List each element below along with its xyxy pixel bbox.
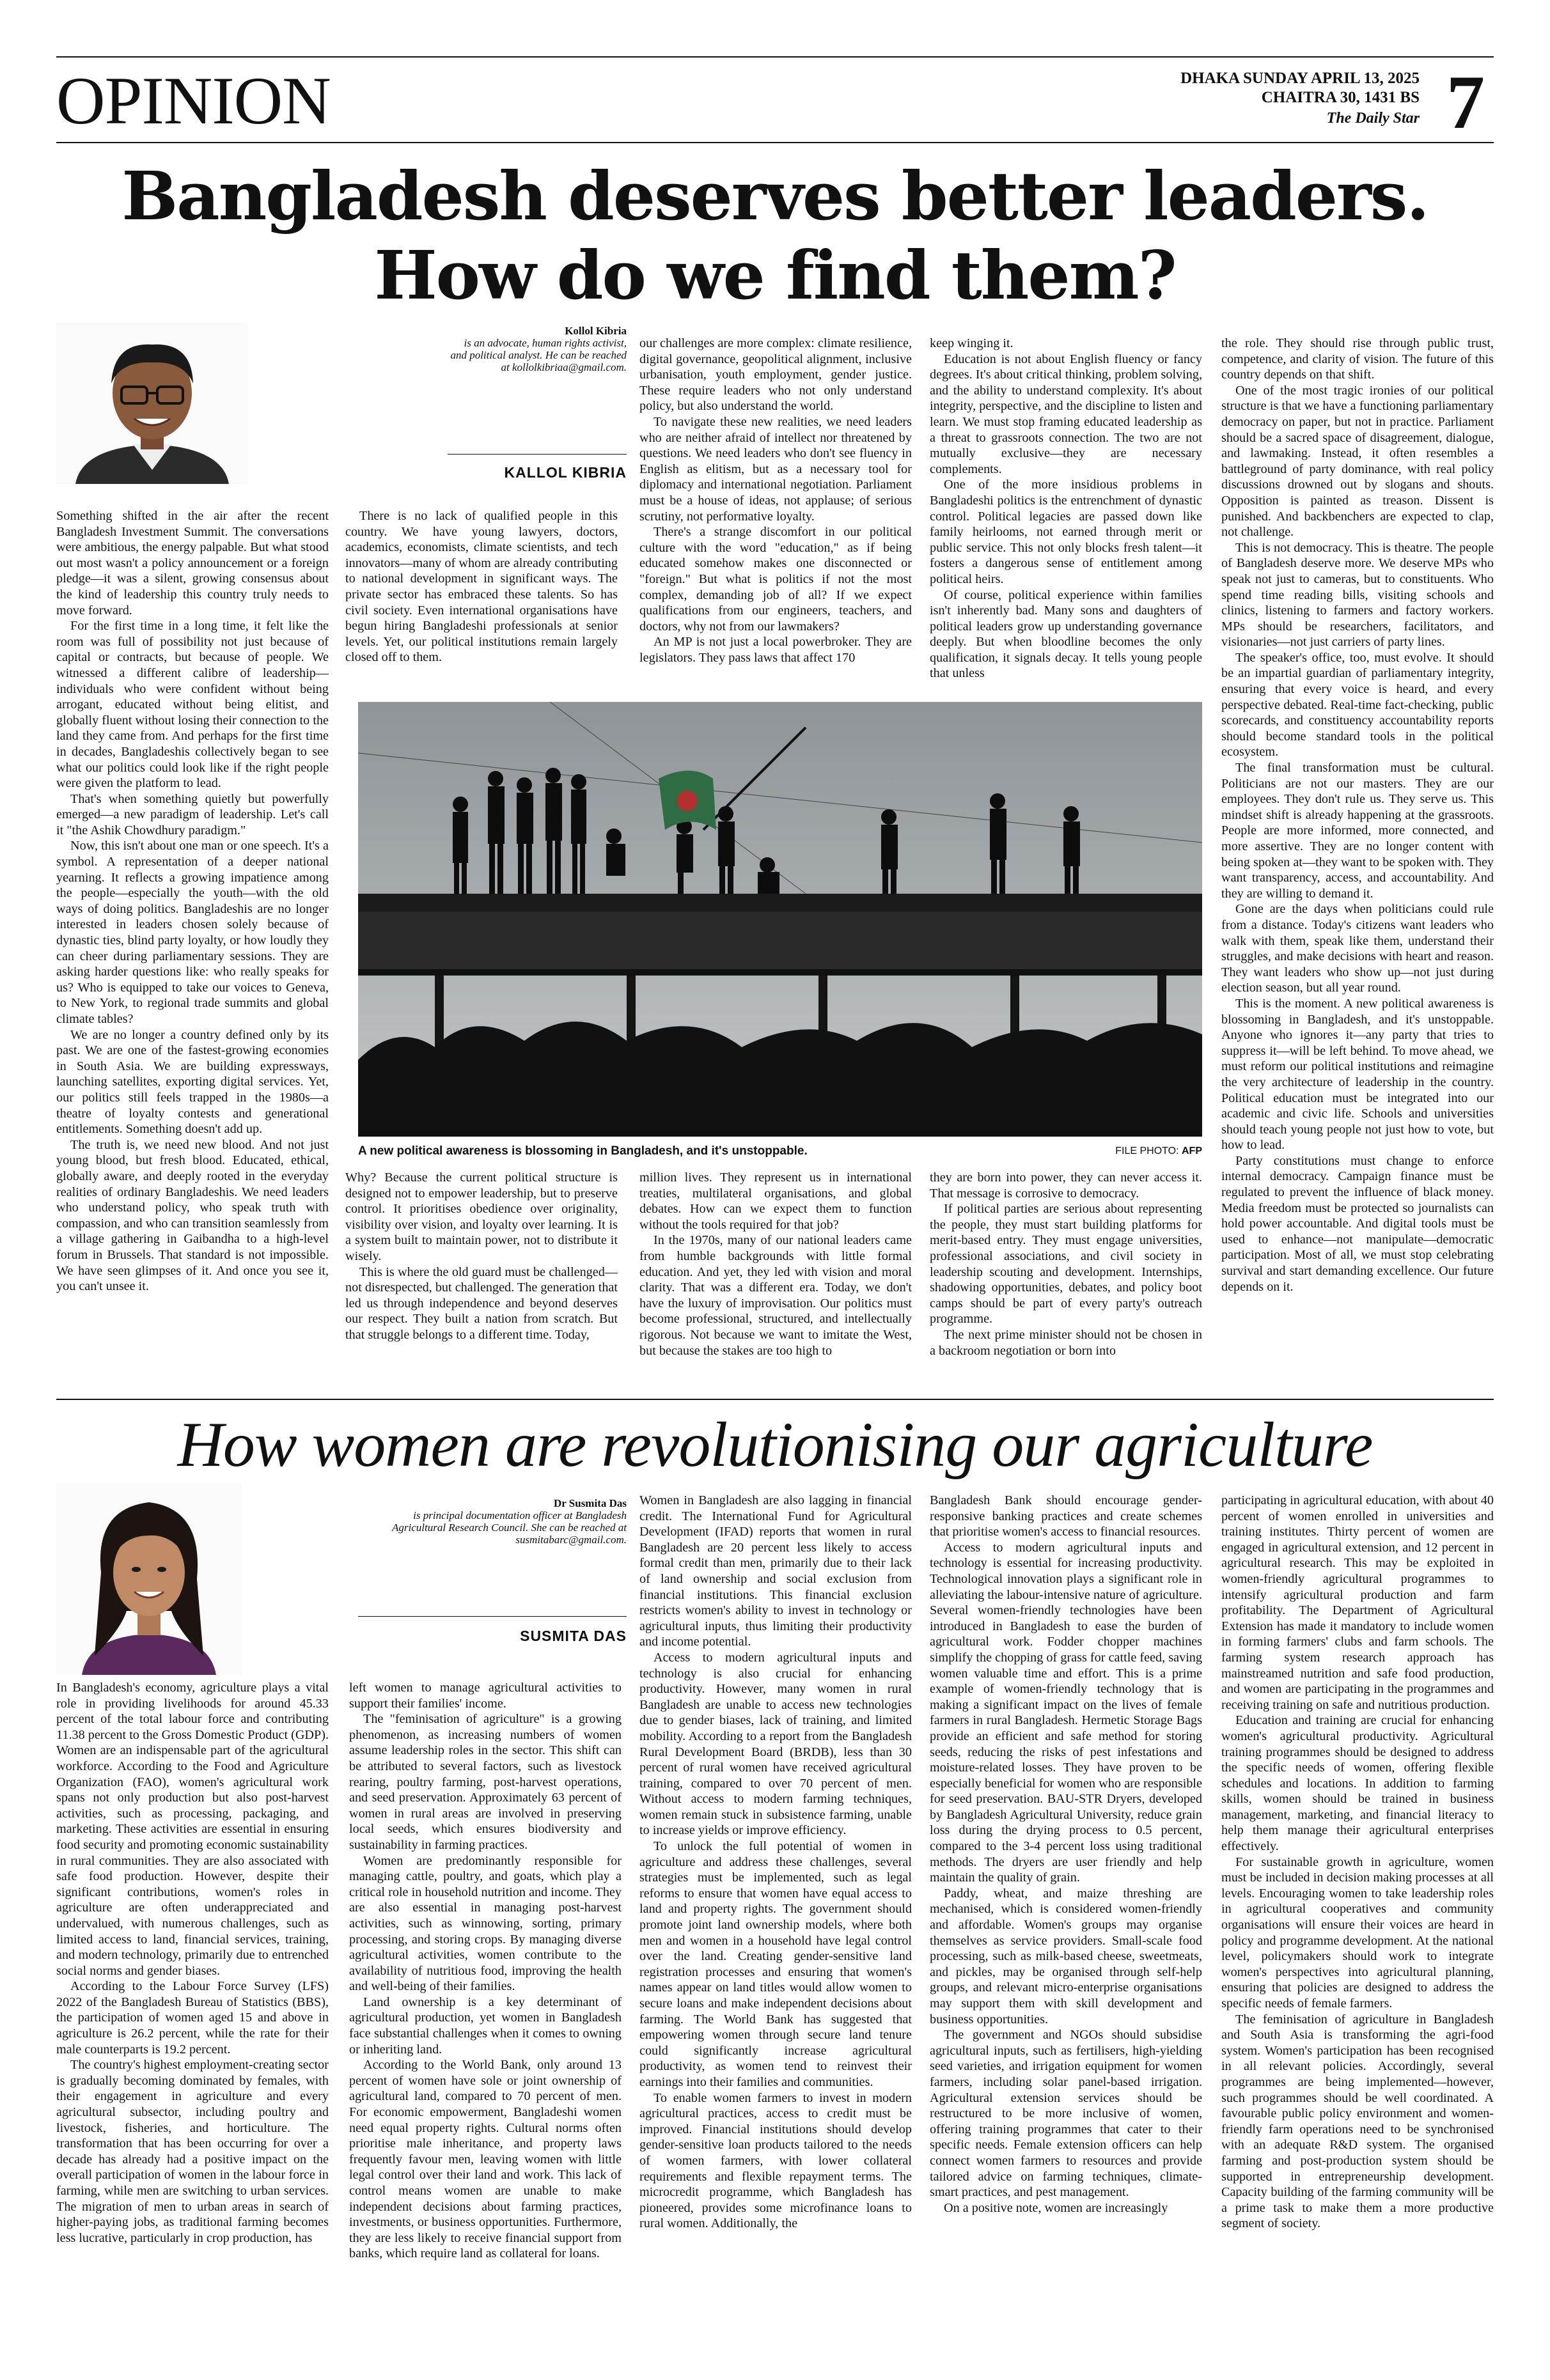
photo-credit-label: FILE PHOTO:: [1115, 1146, 1179, 1156]
article2-paragraph: Bangladesh Bank should encourage gender-responsive banking practices and create schemes that prioritise women's access to financial resources.: [930, 1493, 1202, 1539]
article1-paragraph: In the 1970s, many of our national leaders came from humble backgrounds with little formal education. And yet, they led with vision and moral clarity. That was a different era. Today, we don't have the luxury of improvisation. Our politics must become professional, structured, and intellectually rigorous. Not because we want to imitate the West, but because the stakes are too high to: [639, 1233, 912, 1358]
article2-paragraph: Education and training are crucial for enhancing women's agricultural productivity. Agricultural training programmes should be designed to address the specific needs of women, offering flexible schedules and locations. In addition to farming skills, women should be trained in business management, marketing, and financial literacy to help them manage their agricultural enterprises effectively.: [1221, 1713, 1494, 1854]
article2-column-2: [349, 1680, 622, 2370]
byline-rule-2: [358, 1616, 627, 1617]
article1-paragraph: the role. They should rise through public trust, competence, and clarity of vision. The future of this country depends on that shift.: [1221, 336, 1494, 382]
photo-credit-source: AFP: [1182, 1146, 1202, 1156]
article2-paragraph: To unlock the full potential of women in agriculture and address these challenges, several strategies must be implemented, such as legal reforms to ensure that women have equal access to land and property rights. The government should promote joint land ownership models, where both men and women in a household have legal control over the land. Creating gender-sensitive land registration processes and ensuring that women's names appear on land titles would allow women to secure loans and make independent decisions about farming. The World Bank has suggested that empowering women through secure land tenure could significantly increase agricultural productivity, as women tend to reinvest their earnings into their families and communities.: [639, 1839, 912, 2089]
article1-author-bio-name: Kollol Kibria: [565, 325, 627, 337]
article1-paragraph: The speaker's office, too, must evolve. It should be an impartial guardian of parliamentary integrity, ensuring that every voice is heard, and every perspective debated. Real-time fact-checking, public scorecards, and constituency accountability reports should become standard tools in the political ecosystem.: [1221, 650, 1494, 759]
page-number: 7: [1446, 59, 1485, 144]
photo-caption: A new political awareness is blossoming in Bangladesh, and it's unstoppable.: [358, 1144, 808, 1158]
author-photo-susmita: [56, 1483, 242, 1675]
article2-author-bio-name: Dr Susmita Das: [554, 1497, 627, 1509]
article2-paragraph: According to the World Bank, only around 13 percent of women have sole or joint ownership of agricultural land, compared to 70 percent of men. For economic empowerment, Bangladeshi women need equal property rights. Cultural norms often prioritise male inheritance, and property laws frequently favour men, leaving women with little legal control over their land and work. This lack of control means women are unable to make independent decisions about farming practices, investments, or business opportunities. Furthermore, they are less likely to receive financial support from banks, which require land as collateral for loans.: [349, 2058, 622, 2261]
date-line: DHAKA SUNDAY APRIL 13, 2025: [1180, 70, 1420, 87]
byline-rule: [448, 454, 627, 455]
article1-author-bio-text: is an advocate, human rights activist, and political analyst. He can be reached at kollolkibriaa@gmail.com.: [450, 337, 627, 373]
article1-paragraph: To navigate these new realities, we need leaders who are neither afraid of intellect nor threatened by questions. We need leaders who don't see fluency in English as elitism, but as a necessary tool for diplomacy and international negotiation. Parliament must be a house of ideas, not applause; of serious scrutiny, not performative loyalty.: [639, 414, 912, 524]
article1-paragraph: One of the most tragic ironies of our political structure is that we have a functioning parliamentary democracy on paper, but not in practice. Parliament should be a sacred space of disagreement, dialogue, and lawmaking. Instead, it often resembles a battleground of party dominance, with real policy discussions drowned out by slogans and shouts. Opposition is painted as treason. Dissent is punished. And backbenchers are expected to clap, not challenge.: [1221, 383, 1494, 540]
article1-paragraph: Now, this isn't about one man or one speech. It's a symbol. A representation of a deeper national yearning. It reflects a growing impatience among the people—especially the youth—with the old ways of doing politics. Bangladeshis are no longer interested in leaders chosen solely because of dynastic ties, blind party loyalty, or how loudly they can cheer during parliamentary sessions. They are asking harder questions like: who really speaks for us? Who is equipped to take our voices to Geneva, to New York, to regional trade summits and global climate tables?: [56, 839, 329, 1026]
article1-column-2-top: [345, 508, 618, 694]
article1-paragraph: There's a strange discomfort in our political culture with the word "education," as if being educated somehow makes one disconnected or "foreign." But what is politics if not the most complex, demanding job of all? If we expect qualifications from our engineers, teachers, and doctors, why not from our lawmakers?: [639, 525, 912, 634]
article1-paragraph: This is the moment. A new political awareness is blossoming in Bangladesh, and it's unstoppable. Anyone who ignores it—any party that tries to suppress it—will be left behind. To move ahead, we must reform our political institutions and reimagine the very architecture of leadership in the country. Political education must be integrated into our academic and civic life. Schools and universities should teach young people not just how to vote, but how to lead.: [1221, 996, 1494, 1153]
section-title: OPINION: [56, 63, 331, 138]
article1-column-5: [1221, 336, 1494, 1390]
article1-paragraph: keep winging it.: [930, 336, 1014, 350]
article2-paragraph: The country's highest employment-creating sector is gradually becoming dominated by females, with their engagement in agriculture and every agricultural subsector, including poultry and livestock, fisheries, and horticulture. The transformation that has been occurring for over a decade has already had a positive impact on the overall participation of women in the labour force in farming, while men are switching to urban services. The migration of men to urban areas in search of higher-paying jobs, as traditional farming becomes less lucrative, particularly in crop production, has: [56, 2058, 329, 2245]
article1-paragraph: Party constitutions must change to enforce internal democracy. Campaign finance must be regulated to prevent the influence of black money. Media freedom must be protected so journalists can hold power accountable. And digital tools must be used to enhance—not manipulate—democratic participation. Most of all, we must stop celebrating survival and start demanding excellence. Our future depends on it.: [1221, 1153, 1494, 1294]
photo-credit: [1036, 1146, 1202, 1157]
article2-paragraph: Women are predominantly responsible for managing cattle, poultry, and goats, which play a critical role in household nutrition and income. They are also essential in managing post-harvest activities, such as winnowing, sorting, primary processing, and storing crops. By managing diverse agricultural activities, women contribute to the availability of nutritious food, improving the health and well-being of their families.: [349, 1853, 622, 1994]
article2-author-bio-text: is principal documentation officer at Bangladesh Agricultural Research Council. She can be reached at susmitabarc@gmail.com.: [392, 1509, 627, 1546]
article1-column-3-top: [639, 336, 912, 694]
article2-byline: SUSMITA DAS: [520, 1628, 627, 1644]
article2-paragraph: According to the Labour Force Survey (LFS) 2022 of the Bangladesh Bureau of Statistics (BBS), the participation of women aged 15 and above in agriculture is 26.2 percent, while the rate for their male counterparts is 19.2 percent.: [56, 1979, 329, 2057]
article2-column-4: [930, 1493, 1202, 2370]
article1-paragraph: Why? Because the current political structure is designed not to empower leadership, but to preserve control. It prioritises obedience over originality, visibility over vision, and loyalty over learning. It is a system built to maintain power, not to distribute it wisely.: [345, 1171, 618, 1263]
article1-paragraph: Of course, political experience within families isn't inherently bad. Many sons and daughters of political leaders grow up understanding governance deeply. But when bloodline becomes the only qualification, it signals decay. It tells young people that unless: [930, 587, 1202, 681]
article2-column-5: [1221, 1493, 1494, 2370]
article1-byline: KALLOL KIBRIA: [504, 464, 627, 481]
article2-paragraph: Access to modern agricultural inputs and technology is essential for increasing productivity. Technological innovation plays a significant role in alleviating the labour-intensive nature of agriculture. Several women-friendly technologies have been introduced in Bangladesh to ease the burden of agricultural work. Fodder chopper machines simplify the chopping of grass for cattle feed, saving women valuable time and effort. This is a prime example of women-friendly technology that is making a significant impact on the lives of female farmers in rural Bangladesh. Hermetic Storage Bags provide an efficient and safe method for storing seeds, reducing the risks of pest infestations and moisture-related losses. They have proven to be especially beneficial for women who are responsible for seed preservation. BAU-STR Dryers, developed by Bangladesh Agricultural University, reduce grain loss during the drying process to 0.5 percent, compared to the 3-4 percent loss using traditional methods. The dryers are user friendly and help maintain the quality of grain.: [930, 1540, 1202, 1885]
article1-column-3-bottom: [639, 1170, 912, 1390]
article2-paragraph: participating in agricultural education, with about 40 percent of women enrolled in universities and training institutes. Thirty percent of women are engaged in agricultural extension, and 12 percent in agricultural research. This may be exploited in women-friendly agricultural programmes to intensify agricultural production and farm profitability. The Department of Agricultural Extension has made it mandatory to include women in forming farmers' clubs and farm schools. The farming system research approach has mainstreamed nutrition and safe food production, and women are participating in the programmes and receiving training on safe and nutritious production.: [1221, 1493, 1494, 1712]
article1-paragraph: An MP is not just a local powerbroker. They are legislators. They pass laws that affect 170: [639, 635, 912, 665]
article1-paragraph: Gone are the days when politicians could rule from a distance. Today's citizens want leaders who walk with them, speak like them, understand their struggles, and make decisions with heart and reason. They want leaders who show up—not just during election season, but all year round.: [1221, 902, 1494, 995]
article1-paragraph: That's when something quietly but powerfully emerged—a new paradigm of leadership. Let's call it "the Ashik Chowdhury paradigm.": [56, 791, 329, 837]
article2-paragraph: Land ownership is a key determinant of agricultural production, yet women in Bangladesh face substantial challenges when it comes to owning or inheriting land.: [349, 1995, 622, 2057]
masthead-logo: The Daily Star: [1326, 110, 1420, 127]
article1-paragraph: The next prime minister should not be chosen in a backroom negotiation or born into: [930, 1327, 1202, 1358]
article2-paragraph: Women in Bangladesh are also lagging in financial credit. The International Fund for Agricultural Development (IFAD) reports that women in rural Bangladesh are 20 percent less likely to access formal credit than men, primarily due to their lack of land ownership and social exclusion from financial institutions. This financial exclusion restricts women's ability to invest in technology or agricultural inputs, thus limiting their productivity and income potential.: [639, 1493, 912, 1649]
article2-headline: How women are revolutionising our agriculture: [177, 1409, 1373, 1480]
author-photo-kollol: [56, 323, 248, 484]
article1-paragraph: The truth is, we need new blood. And not just young blood, but fresh blood. Educated, ethical, globally aware, and deeply rooted in the everyday realities of ordinary Bangladeshis. We need leaders who understand policy, who speak truth with compassion, and who can transition seamlessly from a village gathering in Gaibandha to a high-level forum in Brussels. That standard is not impossible. We have seen glimpses of it. And once you see it, you can't unsee it.: [56, 1137, 329, 1294]
article2-paragraph: The "feminisation of agriculture" is a growing phenomenon, as increasing numbers of women assume leadership roles in the sector. This shift can be attributed to several factors, such as livestock rearing, poultry farming, post-harvest operations, and seed preservation. Approximately 63 percent of women in rural areas are involved in preserving local seeds, which ensures biodiversity and sustainability in farming practices.: [349, 1712, 622, 1852]
article1-paragraph: We are no longer a country defined only by its past. We are one of the fastest-growing economies in South Asia. We are building expressways, launching satellites, exporting digital services. Yet, our politics still feels trapped in the 1980s—a theatre of loyalty contests and generational entitlements. Something doesn't add up.: [56, 1027, 329, 1137]
article2-paragraph: Access to modern agricultural inputs and technology is also crucial for enhancing productivity. However, many women in rural Bangladesh are unable to access new technologies due to gender biases, lack of training, and limited mobility. According to a report from the Bangladesh Rural Development Board (BRDB), less than 30 percent of rural women have received agricultural training, compared to over 70 percent of men. Without access to modern farming techniques, women remain stuck in subsistence farming, unable to increase yields or improve efficiency.: [639, 1650, 912, 1838]
article1-column-4-top: [930, 336, 1202, 694]
article1-headline-line2: How do we find them?: [374, 236, 1176, 315]
article2-paragraph: Paddy, wheat, and maize threshing are mechanised, which is considered women-friendly and affordable. Women's groups may organise themselves as service providers. Small-scale food processing, such as milk-based cheese, sweetmeats, and pickles, may be organised through self-help groups, and relevant micro-enterprise organisations may support them with skill development and business opportunities.: [930, 1886, 1202, 2026]
top-rule: [56, 56, 1494, 58]
article1-paragraph: This is where the old guard must be challenged—not disrespected, but challenged. The generation that led us through independence and beyond deserves our respect. They built a nation from scratch. But that struggle belongs to a different time. Today,: [345, 1264, 618, 1342]
article1-paragraph: One of the more insidious problems in Bangladeshi politics is the entrenchment of dynastic control. Political legacies are passed down like family heirlooms, not earned through merit or public service. This not only blocks fresh talent—it fosters a dangerous sense of entitlement among political heirs.: [930, 478, 1202, 586]
article1-author-bio: [448, 325, 627, 373]
header-rule: [56, 142, 1494, 143]
article1-headline-line1: Bangladesh deserves better leaders.: [121, 157, 1429, 235]
article1-paragraph: For the first time in a long time, it felt like the room was full of possibility not just because of capital or contracts, but because of people. We witnessed a different calibre of leadership—individuals who were confident without being arrogant, educated without being elitist, and globally fluent without losing their connection to the land they came from. And perhaps for the first time in decades, Bangladeshis collectively began to see what our politics could look like if the right people were given the platform to lead.: [56, 619, 329, 791]
article1-column-4-bottom: [930, 1170, 1202, 1390]
article1-paragraph: our challenges are more complex: climate resilience, digital governance, geopolitical alignment, inclusive urbanisation, youth employment, gender justice. These require leaders who not only understand policy, but also understand the world.: [639, 336, 912, 414]
article1-paragraph: If political parties are serious about representing the people, they must start building platforms for merit-based entry. They must engage universities, professional associations, and civil society in leadership scouting and development. Internships, shadowing opportunities, debates, and policy boot camps should be part of every party's outreach programme.: [930, 1202, 1202, 1326]
article2-paragraph: On a positive note, women are increasingly: [944, 2200, 1168, 2215]
article2-column-3: [639, 1493, 912, 2370]
article1-paragraph: Education is not about English fluency or fancy degrees. It's about critical thinking, problem solving, and the ability to understand complexity. It's about integrity, perspective, and the discipline to listen and learn. We must stop framing educated leadership as a threat to grassroots connection. The two are not mutually exclusive—they are necessary complements.: [930, 352, 1202, 476]
article1-paragraph: The final transformation must be cultural. Politicians are not our masters. They are our employees. They don't rule us. They serve us. This mindset shift is already happening at the grassroots. People are more informed, more connected, and more assertive. They are no longer content with being spoken at—they want to be spoken with. They want transparency, access, and accountability. And they are willing to demand it.: [1221, 761, 1494, 901]
article2-column-1: [56, 1680, 329, 2370]
article2-author-bio: [358, 1497, 627, 1546]
article2-paragraph: In Bangladesh's economy, agriculture plays a vital role in providing livelihoods for around 45.33 percent of the total labour force and contributing 11.38 percent to the Gross Domestic Product (GDP). Women are an indispensable part of the agricultural workforce. According to the Food and Agriculture Organization (FAO), women's agricultural work spans not only production but also post-harvest activities, such as processing, packaging, and marketing. These activities are essential in ensuring food security and promoting economic sustainability in rural communities. They are also associated with safe food production. However, despite their significant contributions, women's roles in agriculture are often underappreciated and undervalued, with numerous challenges, such as limited access to land, financial services, training, and modern technology, primarily due to entrenched social norms and gender biases.: [56, 1681, 329, 1978]
article2-paragraph: For sustainable growth in agriculture, women must be included in decision making processes at all levels. Encouraging women to take leadership roles in agricultural cooperatives and community organisations will ensure their voices are heard in policy and programme development. At the national level, policymakers should work to integrate women's perspectives into agricultural planning, ensuring that policies are designed to address the specific needs of female farmers.: [1221, 1855, 1494, 2011]
protest-photo: [358, 702, 1202, 1137]
article1-paragraph: million lives. They represent us in international treaties, multilateral organisations, and global debates. How can we expect them to function without the tools required for that job?: [639, 1171, 912, 1232]
article1-column-2-bottom: [345, 1170, 618, 1390]
article1-paragraph: This is not democracy. This is theatre. The people of Bangladesh deserve more. We deserve MPs who speak not just to cameras, but to constituents. Who spend time reading bills, visiting schools and clinics, listening to farmers and factory workers. MPs should be researchers, facilitators, and visionaries—not just carriers of party lines.: [1221, 540, 1494, 649]
bangla-date: CHAITRA 30, 1431 BS: [1261, 89, 1420, 106]
article1-column-1: [56, 508, 329, 1390]
article1-paragraph: There is no lack of qualified people in this country. We have young lawyers, doctors, academics, economists, climate scientists, and tech innovators—many of whom are already contributing to national development in significant ways. The private sector has embraced these talents. So has civil society. Even international organisations have begun hiring Bangladeshi professionals at senior levels. Yet, our political institutions remain largely closed off to them.: [345, 509, 618, 665]
article2-paragraph: left women to manage agricultural activities to support their families' income.: [349, 1681, 622, 1711]
article-separator-rule: [56, 1399, 1494, 1400]
article1-paragraph: Something shifted in the air after the recent Bangladesh Investment Summit. The conversations were ambitious, the energy palpable. But what stood out most wasn't a policy announcement or a foreign pledge—it was a silent, growing consensus about the kind of leadership this country truly needs to move forward.: [56, 509, 329, 618]
article2-paragraph: The feminisation of agriculture in Bangladesh and South Asia is transforming the agri-food system. Women's participation has been recognised in all relevant policies. Accordingly, several programmes are being implemented—however, such programmes should be well coordinated. A favourable public policy environment and women-friendly farm operations need to be synchronised with an adequate R&D system. The organised farming and post-production system should be supported in entrepreneurship development. Capacity building of the farming community will be a prime task to make them a more productive segment of society.: [1221, 2012, 1494, 2231]
article1-paragraph: they are born into power, they can never access it. That message is corrosive to democracy.: [930, 1171, 1202, 1201]
article2-paragraph: To enable women farmers to invest in modern agricultural practices, access to credit must be improved. Financial institutions should develop gender-sensitive loan products tailored to the needs of women farmers, with lower collateral requirements and flexible repayment terms. The microcredit programme, which Bangladesh has pioneered, provides some microfinance loans to rural women. Additionally, the: [639, 2090, 912, 2231]
article2-paragraph: The government and NGOs should subsidise agricultural inputs, such as fertilisers, high-yielding seed varieties, and irrigation equipment for women farmers, including solar panel-based irrigation. Agricultural extension services should be restructured to be more inclusive of women, offering training programmes that cater to their specific needs. Female extension officers can help connect women farmers to resources and provide tailored advice on farming techniques, climate-smart practices, and pest management.: [930, 2028, 1202, 2200]
